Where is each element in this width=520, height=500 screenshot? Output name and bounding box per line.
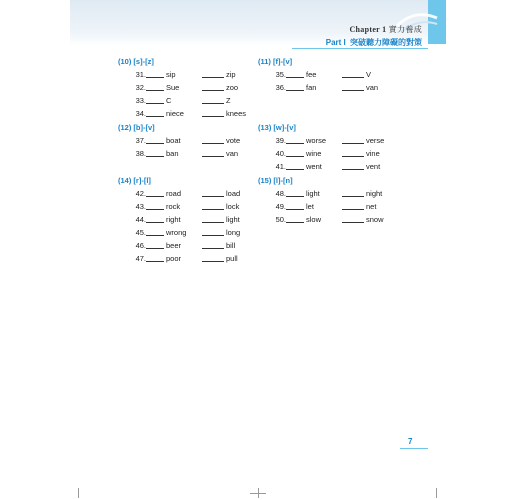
exercise-row: [118, 147, 266, 160]
word-option: C: [166, 96, 172, 105]
word-option: night: [366, 189, 383, 198]
answer-blank[interactable]: [146, 142, 164, 144]
section-11: [258, 56, 406, 94]
answer-blank[interactable]: [146, 155, 164, 157]
exercise-row: [258, 147, 406, 160]
answer-blank[interactable]: [342, 222, 364, 223]
word-option: verse: [366, 136, 385, 145]
item-number: 46.: [135, 241, 146, 250]
item-number: 48.: [275, 189, 286, 198]
word-option: vote: [226, 136, 241, 145]
word-option: rock: [166, 202, 181, 211]
item-number: 49.: [275, 202, 286, 211]
answer-blank[interactable]: [146, 234, 164, 236]
exercise-row: [118, 252, 266, 265]
part-heading: [326, 37, 422, 48]
answer-blank[interactable]: [146, 89, 164, 91]
section-title: (14) [r]-[l]: [118, 176, 151, 185]
word-option: lock: [226, 202, 240, 211]
word-option: zip: [226, 70, 236, 79]
answer-blank[interactable]: [342, 143, 364, 144]
answer-blank[interactable]: [202, 209, 224, 210]
exercise-row: [118, 68, 266, 81]
section-12: [118, 122, 266, 160]
chapter-label: Chapter 1: [349, 25, 387, 34]
word-option: wrong: [166, 228, 187, 237]
word-option: light: [226, 215, 240, 224]
answer-blank[interactable]: [342, 77, 364, 78]
item-number: 33.: [135, 96, 146, 105]
answer-blank[interactable]: [286, 195, 304, 197]
word-option: fee: [306, 70, 317, 79]
answer-blank[interactable]: [202, 196, 224, 197]
item-number: 38.: [135, 149, 146, 158]
item-number: 41.: [275, 162, 286, 171]
exercise-row: [118, 94, 266, 107]
section-13: [258, 122, 406, 173]
word-option: slow: [306, 215, 322, 224]
item-number: 40.: [275, 149, 286, 158]
answer-blank[interactable]: [342, 169, 364, 170]
answer-blank[interactable]: [286, 76, 304, 78]
answer-blank[interactable]: [286, 168, 304, 170]
word-option: wine: [306, 149, 322, 158]
section-title: (10) [s]-[z]: [118, 57, 154, 66]
item-number: 31.: [135, 70, 146, 79]
item-number: 47.: [135, 254, 146, 263]
footer-rule: [400, 448, 428, 449]
section-15: [258, 175, 406, 226]
word-option: worse: [306, 136, 327, 145]
word-option: vent: [366, 162, 381, 171]
exercise-row: [118, 134, 266, 147]
word-option: van: [226, 149, 239, 158]
answer-blank[interactable]: [202, 116, 224, 117]
item-number: 39.: [275, 136, 286, 145]
section-title: (11) [f]-[v]: [258, 57, 293, 66]
item-number: 44.: [135, 215, 146, 224]
exercise-row: [118, 81, 266, 94]
exercise-row: [258, 134, 406, 147]
word-option: fan: [306, 83, 317, 92]
item-number: 50.: [275, 215, 286, 224]
word-option: beer: [166, 241, 182, 250]
answer-blank[interactable]: [146, 208, 164, 210]
item-number: 45.: [135, 228, 146, 237]
item-number: 43.: [135, 202, 146, 211]
answer-blank[interactable]: [286, 155, 304, 157]
answer-blank[interactable]: [342, 90, 364, 91]
answer-blank[interactable]: [342, 156, 364, 157]
answer-blank[interactable]: [342, 209, 364, 210]
exercise-row: [258, 200, 406, 213]
answer-blank[interactable]: [146, 195, 164, 197]
answer-blank[interactable]: [202, 222, 224, 223]
answer-blank[interactable]: [286, 89, 304, 91]
chapter-title: 實力養成: [388, 25, 422, 34]
answer-blank[interactable]: [342, 196, 364, 197]
word-option: long: [226, 228, 241, 237]
answer-blank[interactable]: [202, 261, 224, 262]
answer-blank[interactable]: [286, 221, 304, 223]
exercise-row: [258, 187, 406, 200]
exercise-row: [118, 239, 266, 252]
answer-blank[interactable]: [202, 103, 224, 104]
word-option: went: [306, 162, 322, 171]
page-number: 7: [408, 437, 413, 446]
exercise-row: [118, 226, 266, 239]
word-option: zoo: [226, 83, 239, 92]
word-option: ban: [166, 149, 179, 158]
word-option: let: [306, 202, 314, 211]
answer-blank[interactable]: [146, 76, 164, 78]
answer-blank[interactable]: [202, 248, 224, 249]
answer-blank[interactable]: [146, 247, 164, 249]
word-option: Z: [226, 96, 231, 105]
answer-blank[interactable]: [146, 221, 164, 223]
answer-blank[interactable]: [286, 142, 304, 144]
exercise-row: [258, 160, 406, 173]
chapter-heading: [349, 24, 422, 35]
word-option: pull: [226, 254, 238, 263]
word-option: snow: [366, 215, 384, 224]
exercise-row: [258, 213, 406, 226]
word-option: V: [366, 70, 372, 79]
part-label: Part I: [325, 38, 346, 47]
word-option: niece: [166, 109, 184, 118]
word-option: bill: [226, 241, 236, 250]
item-number: 34.: [135, 109, 146, 118]
crop-mark: [78, 488, 79, 498]
word-option: light: [306, 189, 320, 198]
exercise-row: [118, 107, 266, 120]
word-option: net: [366, 202, 377, 211]
exercise-row: [118, 200, 266, 213]
section-title: (13) [w]-[v]: [258, 123, 296, 132]
word-option: boat: [166, 136, 181, 145]
header-rule: [292, 48, 428, 49]
section-10: [118, 56, 266, 120]
word-option: vine: [366, 149, 380, 158]
answer-blank[interactable]: [202, 143, 224, 144]
exercise-row: [258, 81, 406, 94]
answer-blank[interactable]: [146, 102, 164, 104]
crop-mark: [250, 493, 266, 494]
part-title: 突破聽力障礙的對策: [350, 38, 422, 47]
answer-blank[interactable]: [146, 115, 164, 117]
exercise-row: [258, 68, 406, 81]
item-number: 36.: [275, 83, 286, 92]
crop-mark: [436, 488, 437, 498]
item-number: 32.: [135, 83, 146, 92]
section-title: (12) [b]-[v]: [118, 123, 155, 132]
word-option: right: [166, 215, 181, 224]
word-option: van: [366, 83, 379, 92]
exercise-row: [118, 187, 266, 200]
answer-blank[interactable]: [286, 208, 304, 210]
answer-blank[interactable]: [202, 90, 224, 91]
word-option: road: [166, 189, 182, 198]
word-option: poor: [166, 254, 182, 263]
section-14: [118, 175, 266, 265]
item-number: 42.: [135, 189, 146, 198]
answer-blank[interactable]: [202, 235, 224, 236]
answer-blank[interactable]: [146, 260, 164, 262]
item-number: 37.: [135, 136, 146, 145]
word-option: load: [226, 189, 241, 198]
word-option: knees: [226, 109, 247, 118]
section-title: (15) [l]-[n]: [258, 176, 293, 185]
answer-blank[interactable]: [202, 77, 224, 78]
exercise-row: [118, 213, 266, 226]
word-option: Sue: [166, 83, 180, 92]
item-number: 35.: [275, 70, 286, 79]
answer-blank[interactable]: [202, 156, 224, 157]
word-option: sip: [166, 70, 176, 79]
